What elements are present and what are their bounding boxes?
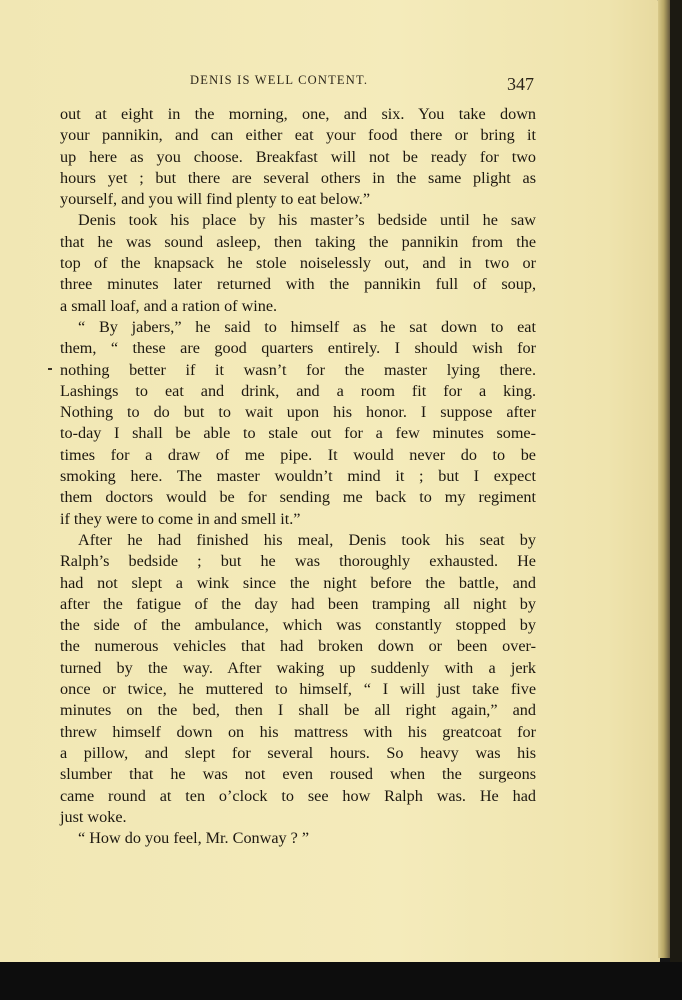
text-line: Ralph’s bedside ; but he was thoroughly exhausted. He — [60, 552, 536, 571]
text-line: Denis took his place by his master’s bedside until he saw — [78, 211, 536, 230]
text-line: once or twice, he muttered to himself, “ I will just take five — [60, 680, 536, 699]
background-right — [670, 0, 682, 1000]
text-line: your pannikin, and can either eat your food there or bring it — [60, 126, 536, 145]
text-line: Lashings to eat and drink, and a room fit for a king. — [60, 381, 536, 400]
text-line: Nothing to do but to wait upon his honor. I suppose after — [60, 403, 536, 422]
text-line: smoking here. The master wouldn’t mind it ; but I expect — [60, 467, 536, 486]
page-number: 347 — [507, 74, 534, 94]
text-line: them doctors would be for sending me back to my regiment — [60, 488, 536, 507]
background-bottom — [0, 962, 682, 1000]
text-line: to-day I shall be able to stale out for a few minutes some- — [60, 424, 536, 443]
text-line: them, “ these are good quarters entirely. I should wish for — [60, 339, 536, 358]
text-line: top of the knapsack he stole noiselessly out, and in two or — [60, 254, 536, 273]
text-line: had not slept a wink since the night before the battle, and — [60, 573, 536, 592]
text-line: up here as you choose. Breakfast will not be ready for two — [60, 147, 536, 166]
text-line: After he had finished his meal, Denis took his seat by — [78, 530, 536, 549]
text-line: hours yet ; but there are several others in the same plight as — [60, 168, 536, 187]
text-line: three minutes later returned with the pannikin full of soup, — [60, 275, 536, 294]
text-line: that he was sound asleep, then taking the pannikin from the — [60, 232, 536, 251]
text-line: out at eight in the morning, one, and six. You take down — [60, 105, 536, 123]
text-line: nothing better if it wasn’t for the master lying there. — [60, 360, 536, 379]
text-line: “ By jabers,” he said to himself as he sat down to eat — [78, 317, 536, 336]
text-line: yourself, and you will find plenty to eat below.” — [60, 190, 371, 209]
text-line: “ How do you feel, Mr. Conway ? ” — [78, 829, 310, 848]
text-line: threw himself down on his mattress with his greatcoat for — [60, 722, 536, 741]
margin-mark — [48, 368, 52, 370]
text-line: if they were to come in and smell it.” — [60, 509, 301, 528]
text-line: after the fatigue of the day had been tramping all night by — [60, 594, 536, 613]
text-line: came round at ten o’clock to see how Ralph was. He had — [60, 786, 536, 805]
text-line: the side of the ambulance, which was constantly stopped by — [60, 616, 536, 635]
text-line: just woke. — [60, 807, 127, 826]
text-line: slumber that he was not even roused when the surgeons — [60, 765, 536, 784]
text-line: the numerous vehicles that had broken down or been over- — [60, 637, 536, 656]
text-line: turned by the way. After waking up suddenly with a jerk — [60, 658, 536, 677]
text-line: a pillow, and slept for several hours. So heavy was his — [60, 743, 536, 762]
running-header: DENIS IS WELL CONTENT. — [190, 73, 369, 87]
text-line: times for a draw of me pipe. It would never do to be — [60, 445, 536, 464]
text-line: minutes on the bed, then I shall be all right again,” and — [60, 701, 536, 720]
text-line: a small loaf, and a ration of wine. — [60, 296, 278, 315]
body-text — [60, 104, 536, 849]
